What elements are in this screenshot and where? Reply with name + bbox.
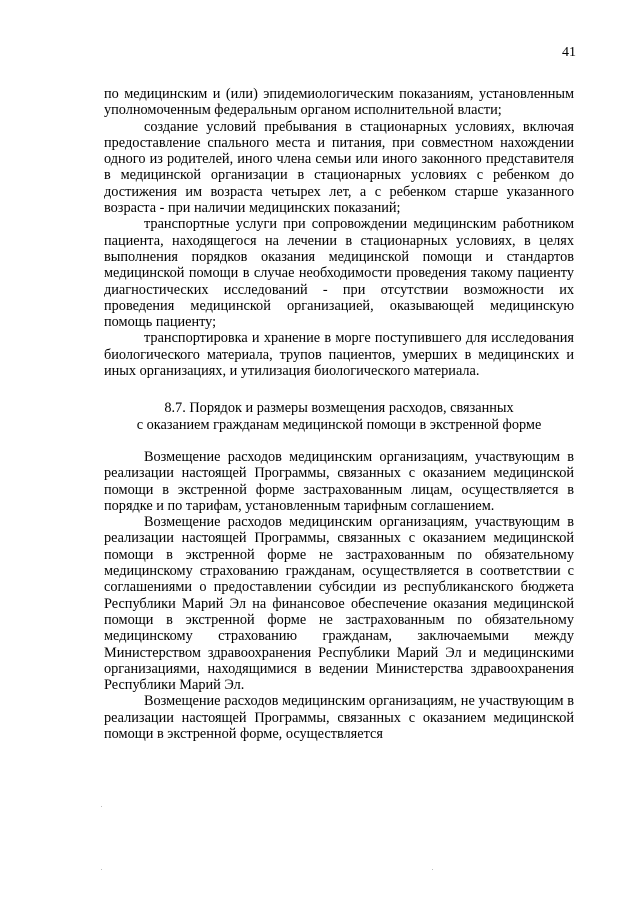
paragraph-continuation: по медицинским и (или) эпидемиологическим показаниям, установленным уполномоченным федеральным органом исполнительной власти; [104,86,574,119]
scan-speck [432,869,433,870]
scan-speck [101,869,102,870]
scan-speck [101,806,102,807]
paragraph-uninsured-reimbursement: Возмещение расходов медицинским организациям, участвующим в реализации настоящей Программы, связанных с оказанием медицинской помощи в экстренной форме не застрахованным по обязательному медицинскому страхованию гражданам, осуществляется в соответствии с соглашениями о предоставлении субсидии из республиканского бюджета Республики Марий Эл на финансовое обеспечение оказания медицинской помощи в экстренной форме не застрахованным по обязательному медицинскому страхованию гражданам, заключаемыми между Министерством здравоохранения Республики Марий Эл и медицинскими организациями, находящимися в ведении Министерства здравоохранения Республики Марий Эл. [104,514,574,694]
section-heading [104,400,574,433]
paragraph-accommodation-conditions: создание условий пребывания в стационарных условиях, включая предоставление спального места и питания, при совместном нахождении одного из родителей, иного члена семьи или иного законного представителя в медицинской организации в стационарных условиях с ребенком до достижения им возраста четырех лет, а с ребенком старше указанного возраста - при наличии медицинских показаний; [104,118,574,217]
paragraph-transportation-storage: транспортировка и хранение в морге поступившего для исследования биологического материала, трупов пациентов, умерших в медицинских и иных организациях, и утилизация биологического материала. [104,330,574,380]
page-number: 41 [562,45,576,60]
paragraph-insured-reimbursement: Возмещение расходов медицинским организациям, участвующим в реализации настоящей Программы, связанных с оказанием медицинской помощи в экстренной форме застрахованным лицам, осуществляется в порядке и по тарифам, установленным тарифным соглашением. [104,448,574,514]
paragraph-transport-services: транспортные услуги при сопровождении медицинским работником пациента, находящегося на лечении в стационарных условиях, в целях выполнения порядков оказания медицинской помощи и стандартов медицинской помощи в случае необходимости проведения такому пациенту диагностических исследований - при отсутствии возможности их проведения медицинской организацией, оказывающей медицинскую помощь пациенту; [104,216,574,331]
section-heading-line-1: 8.7. Порядок и размеры возмещения расходов, связанных [164,400,514,417]
paragraph-nonparticipating-reimbursement: Возмещение расходов медицинским организациям, не участвующим в реализации настоящей Программы, связанных с оказанием медицинской помощи в экстренной форме, осуществляется [104,693,574,742]
section-heading-line-2: с оказанием гражданам медицинской помощи в экстренной форме [136,416,542,433]
document-body [104,86,574,742]
